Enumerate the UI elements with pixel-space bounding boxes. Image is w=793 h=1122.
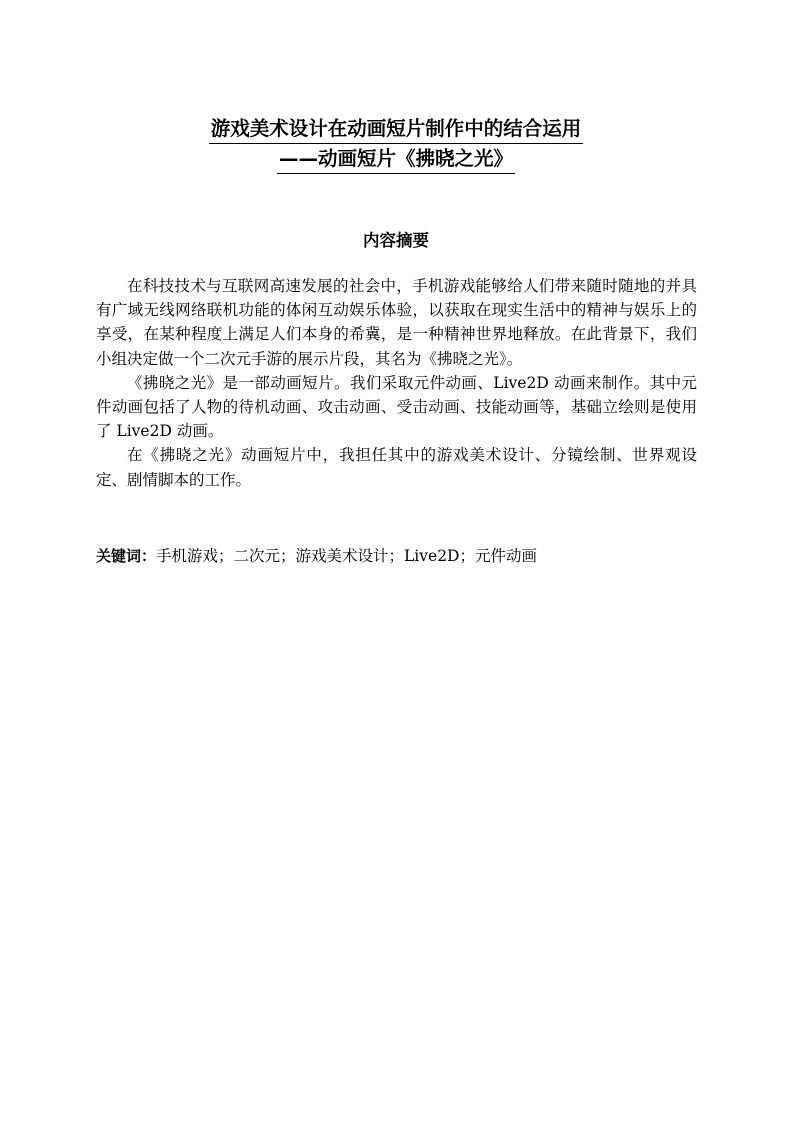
title-subtitle: ——动画短片《拂晓之光》	[277, 146, 515, 174]
abstract-body	[96, 274, 697, 492]
abstract-paragraph-3: 在《拂晓之光》动画短片中，我担任其中的游戏美术设计、分镜绘制、世界观设定、剧情脚本的工作。	[96, 446, 697, 489]
keywords-label: 关键词：	[96, 547, 157, 565]
title-line-1	[96, 114, 696, 144]
keywords-line	[96, 544, 697, 568]
abstract-paragraph-1: 在科技技术与互联网高速发展的社会中，手机游戏能够给人们带来随时随地的并具有广域无线网络联机功能的体闲互动娱乐体验，以获取在现实生活中的精神与娱乐上的享受，在某种程度上满足人们本身的希冀，是一种精神世界地释放。在此背景下，我们小组决定做一个二次元手游的展示片段，其名为《拂晓之光》。	[96, 277, 697, 368]
title-line-2	[96, 144, 696, 174]
abstract-paragraph-2: 《拂晓之光》是一部动画短片。我们采取元件动画、Live2D 动画来制作。其中元件动画包括了人物的待机动画、攻击动画、受击动画、技能动画等，基础立绘则是使用了 Live2D 动画。	[96, 373, 697, 441]
title-main: 游戏美术设计在动画短片制作中的结合运用	[209, 116, 584, 144]
keywords-text: 手机游戏；二次元；游戏美术设计；Live2D；元件动画	[156, 547, 537, 565]
abstract-heading: 内容摘要	[363, 231, 429, 250]
